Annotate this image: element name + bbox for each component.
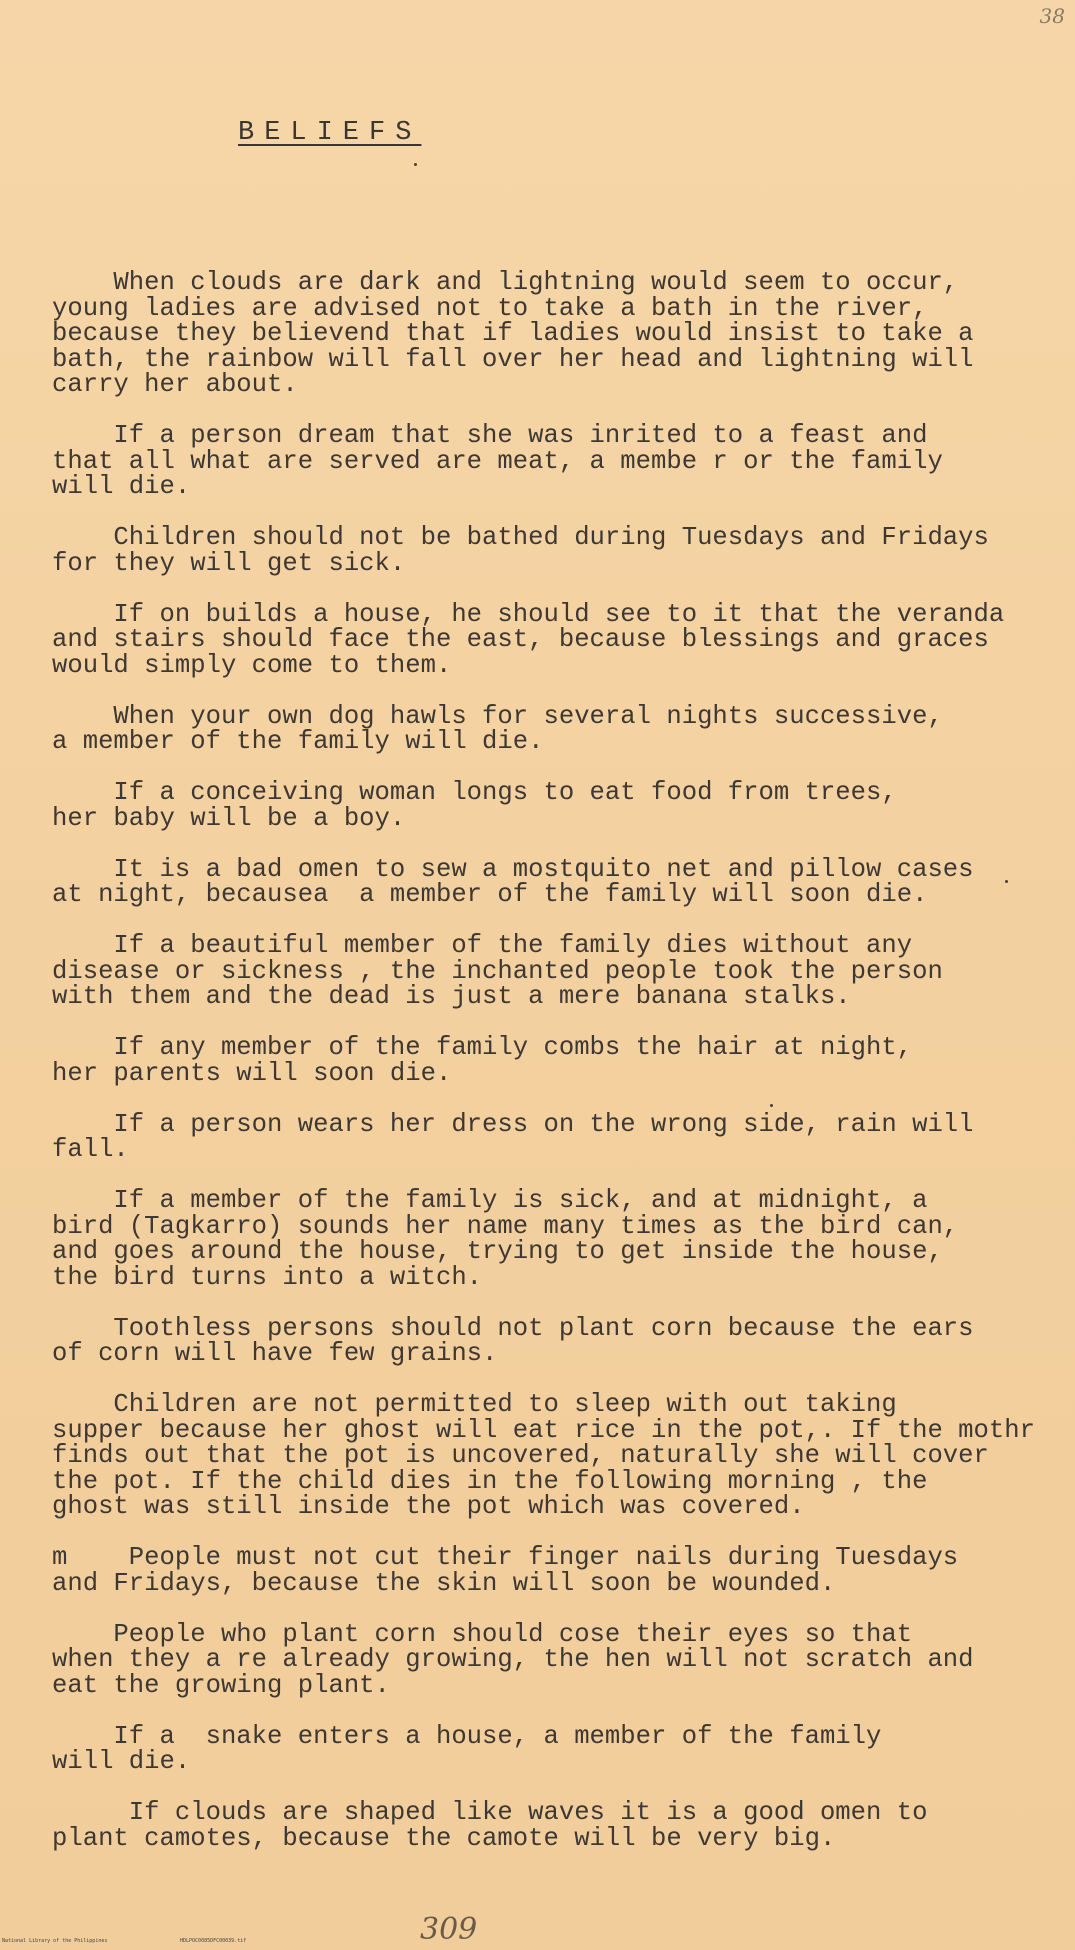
belief-paragraph: Children should not be bathed during Tuesdays and Fridays for they will get sick. — [52, 523, 989, 578]
beliefs-list — [52, 270, 1052, 1851]
ink-speck — [414, 163, 417, 166]
belief-paragraph: m People must not cut their finger nails during Tuesdays and Fridays, because the skin will soon be wounded. — [52, 1543, 959, 1598]
handwritten-page-number: 309 — [420, 1912, 478, 1947]
belief-paragraph: If any member of the family combs the hair at night, her parents will soon die. — [52, 1033, 913, 1088]
belief-paragraph: If clouds are shaped like waves it is a good omen to plant camotes, because the camote will be very big. — [52, 1798, 928, 1853]
belief-paragraph: People who plant corn should cose their eyes so that when they a re already growing, the hen will not scratch and eat the growing plant. — [52, 1619, 974, 1700]
belief-paragraph: Children are not permitted to sleep with out taking supper because her ghost will eat rice in the pot,. If the mothr finds out that the pot is uncovered, naturally she will cover the pot. If the child dies in the following morning , the ghost was still inside the pot which was covered. — [52, 1390, 1035, 1521]
belief-paragraph: If on builds a house, he should see to it that the veranda and stairs should face the east, because blessings and graces would simply come to them. — [52, 599, 1005, 680]
belief-paragraph: If a person wears her dress on the wrong side, rain will fall. — [52, 1109, 974, 1164]
belief-paragraph: When clouds are dark and lightning would seem to occur, young ladies are advised not to take a bath in the river, because they believend that if ladies would insist to take a bath, the rainbow will fall over her head and lightning will carry her about. — [52, 268, 974, 399]
belief-paragraph: If a snake enters a house, a member of the family will die. — [52, 1721, 882, 1776]
page-number: 38 — [1039, 4, 1065, 28]
belief-paragraph: When your own dog hawls for several nights successive, a member of the family will die. — [52, 701, 943, 756]
ink-speck — [1005, 880, 1008, 883]
belief-paragraph: Toothless persons should not plant corn because the ears of corn will have few grains. — [52, 1313, 974, 1368]
belief-paragraph: If a conceiving woman longs to eat food from trees, her baby will be a boy. — [52, 778, 897, 833]
ink-speck — [770, 1104, 773, 1107]
belief-paragraph: If a member of the family is sick, and at midnight, a bird (Tagkarro) sounds her name many times as the bird can, and goes around the house, trying to get inside the house, the bird turns into a witch. — [52, 1186, 959, 1292]
footer-source: National Library of the Philippines — [2, 1938, 108, 1944]
belief-paragraph: It is a bad omen to sew a mostquito net and pillow cases at night, becausea a member of the family will soon die. — [52, 854, 974, 909]
belief-paragraph: If a beautiful member of the family dies without any disease or sickness , the inchanted people took the person with them and the dead is just a mere banana stalks. — [52, 931, 943, 1011]
belief-paragraph: If a person dream that she was inrited to a feast and that all what are served are meat, a membe r or the family will die. — [52, 421, 943, 501]
document-title: BELIEFS — [238, 118, 422, 148]
footer-code: HDLPOC0085DFC00039.tif — [180, 1938, 247, 1944]
